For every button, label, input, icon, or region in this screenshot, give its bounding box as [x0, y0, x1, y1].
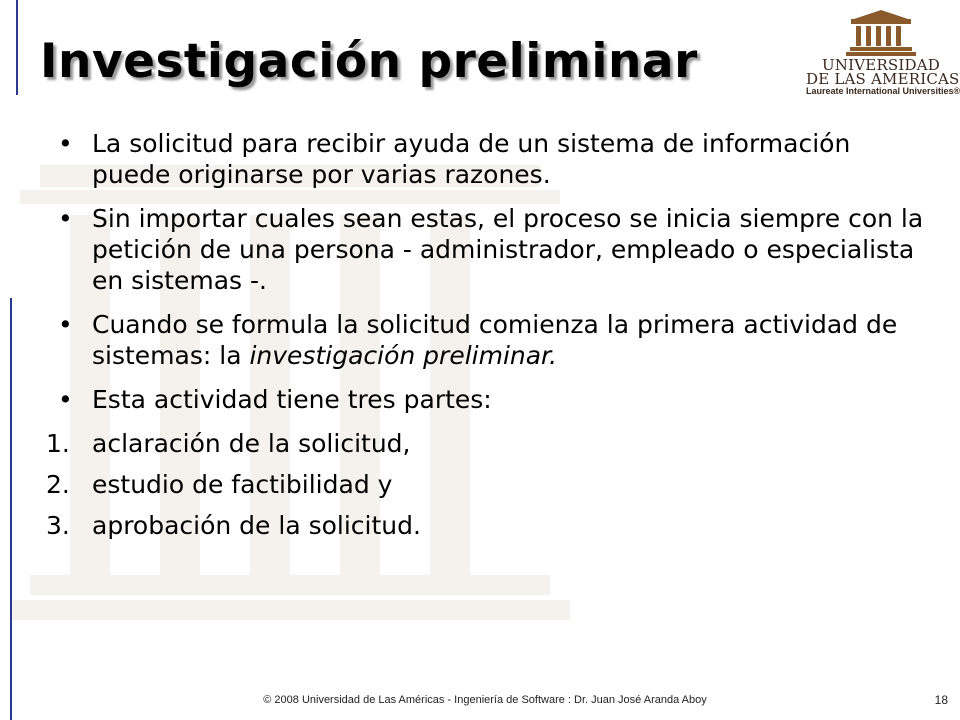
logo-line1: UNIVERSIDAD: [821, 56, 941, 74]
university-logo: [806, 10, 960, 100]
numbered-item: [44, 510, 924, 541]
logo-line2: DE LAS AMERICAS: [806, 70, 960, 88]
bullet-marker: •: [58, 310, 73, 339]
left-accent-line-top: [16, 0, 18, 95]
slide-title: Investigación preliminar: [40, 34, 698, 89]
bullet-item: [44, 309, 924, 371]
numbered-text: aprobación de la solicitud.: [92, 511, 421, 540]
left-accent-line-bottom: [10, 298, 12, 720]
logo-tagline: Laureate International Universities®: [806, 86, 960, 96]
slide-body: [44, 128, 924, 551]
bullet-text: Cuando se formula la solicitud comienza la primera actividad de sistemas: la: [92, 310, 898, 370]
bullet-marker: •: [58, 204, 73, 233]
number-marker: 1.: [46, 429, 70, 458]
slide-footer: © 2008 Universidad de Las Américas - Ingeniería de Software : Dr. Juan José Aranda Aboy: [263, 694, 707, 706]
bullet-item: [44, 384, 924, 415]
building-logo-icon: [806, 10, 956, 58]
numbered-text: aclaración de la solicitud,: [92, 429, 411, 458]
bullet-item: [44, 128, 924, 190]
number-marker: 3.: [46, 511, 70, 540]
bullet-marker: •: [58, 385, 73, 414]
bullet-text: La solicitud para recibir ayuda de un sistema de información puede originarse por varias razones.: [92, 129, 851, 189]
bullet-text: Sin importar cuales sean estas, el proceso se inicia siempre con la petición de una persona - administrador, empleado o especialista en sistemas -.: [92, 204, 924, 295]
bullet-text: Esta actividad tiene tres partes:: [92, 385, 492, 414]
bullet-item: [44, 203, 924, 296]
numbered-text: estudio de factibilidad y: [92, 470, 393, 499]
page-number: 18: [934, 693, 948, 707]
bullet-marker: •: [58, 129, 73, 158]
numbered-item: [44, 469, 924, 500]
bullet-emphasis: investigación preliminar.: [249, 341, 557, 370]
number-marker: 2.: [46, 470, 70, 499]
numbered-item: [44, 428, 924, 459]
